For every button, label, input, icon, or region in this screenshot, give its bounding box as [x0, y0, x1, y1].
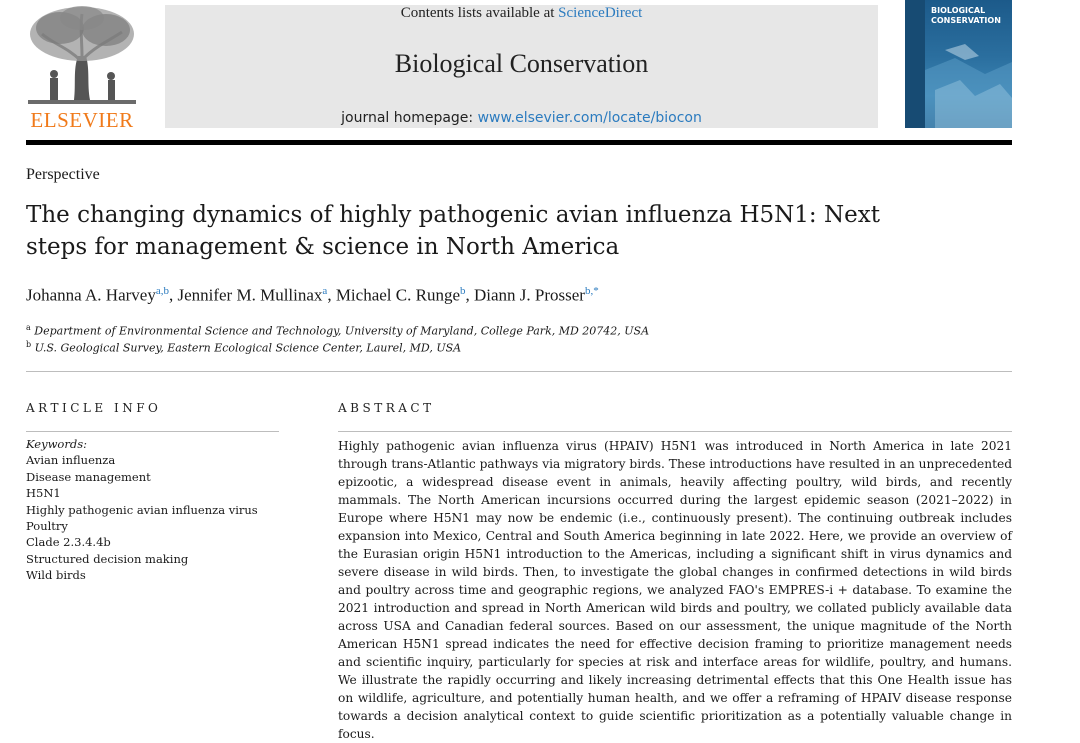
sciencedirect-link[interactable]: ScienceDirect — [558, 5, 643, 21]
article-title: The changing dynamics of highly pathogenic avian influenza H5N1: Next steps for management & science in North America — [26, 202, 880, 260]
author-list: Johanna A. Harvey$^{a,b}$, Jennifer M. Mullinax$^a$, Michael C. Runge$^b$, Diann J. Prosser$^{b,*}$ — [26, 285, 599, 305]
elsevier-logo[interactable] — [24, 4, 140, 130]
keyword-item: Disease management — [26, 469, 151, 484]
header-divider — [26, 140, 1012, 145]
keyword-item: Highly pathogenic avian influenza virus — [26, 502, 258, 517]
article-info-heading: ARTICLE INFO — [26, 401, 162, 415]
journal-cover[interactable] — [905, 0, 1012, 128]
keywords-block — [26, 436, 286, 584]
journal-banner — [165, 5, 878, 128]
article-type: Perspective — [26, 166, 100, 183]
keyword-item: Clade 2.3.4.4b — [26, 535, 111, 550]
affiliation: $^b$ U.S. Geological Survey, Eastern Ecological Science Center, Laurel, MD, USA — [26, 340, 462, 355]
journal-title: Biological Conservation — [394, 49, 649, 78]
author-affiliation-mark[interactable]: b — [459, 285, 466, 297]
author-name[interactable]: Jennifer M. Mullinax — [177, 285, 323, 305]
keyword-item: Avian influenza — [26, 453, 116, 468]
article-info-divider — [26, 431, 279, 432]
abstract-heading: ABSTRACT — [338, 401, 435, 415]
homepage-line: journal homepage: www.elsevier.com/locate/biocon — [341, 110, 702, 126]
elsevier-tree-icon — [24, 4, 140, 108]
author-name[interactable]: Michael C. Runge — [335, 285, 460, 305]
author-affiliation-mark[interactable]: b,* — [584, 285, 599, 297]
keywords-label: Keywords: — [26, 437, 87, 451]
keyword-item: H5N1 — [26, 486, 61, 501]
abstract-divider — [338, 431, 1012, 432]
author-name[interactable]: Johanna A. Harvey — [26, 285, 156, 305]
abstract-text: Highly pathogenic avian influenza virus (HPAIV) H5N1 was introduced in North America in late 2021 through trans-Atlantic pathways via migratory birds. These introductions have resulted in an unprecedented epizootic, a widespread disease event in animals, heavily affecting poultry, wild birds, and recently mammals. The North American incursions occurred during the largest epidemic season (2021–2022) in Europe where H5N1 may now be endemic (i.e., continuously present). The continuing outbreak includes expansion into Mexico, Central and South America beginning in late 2022. Here, we provide an overview of the Eurasian origin H5N1 introduction to the Americas, including a significant shift in virus dynamics and severe disease in wild birds. Then, to investigate the global changes in confirmed detections in wild birds and poultry across time and geographic regions, we analyzed FAO's EMPRES-i + database. To examine the 2021 introduction and spread in North American wild birds and poultry, we collated publicly available data across USA and Canadian federal sources. Based on our assessment, the unique magnitude of the North American H5N1 spread indicates the need for effective decision framing to prioritize management needs and scientific inquiry, particularly for species at risk and interface areas for wildlife, poultry, and humans. We illustrate the rapidly occurring and likely increasing detrimental effects that this One Health issue has on wildlife, agriculture, and potentially human health, and we offer a reframing of HPAIV disease response towards a decision analytical context to guide scientific prioritization as a potentially valuable change in focus. — [338, 439, 1012, 741]
contents-line: Contents lists available at ScienceDirect — [400, 5, 643, 21]
cover-title: BIOLOGICAL CONSERVATION — [931, 6, 1001, 25]
affiliation: $^a$ Department of Environmental Science and Technology, University of Maryland, College Park, MD 20742, USA — [26, 323, 650, 338]
author-name[interactable]: Diann J. Prosser — [473, 285, 585, 305]
elsevier-wordmark: ELSEVIER — [30, 108, 134, 132]
author-affiliation-mark[interactable]: a,b — [155, 285, 169, 297]
meta-divider — [26, 371, 1012, 372]
keyword-item: Wild birds — [26, 568, 86, 583]
journal-homepage-link[interactable]: www.elsevier.com/locate/biocon — [477, 110, 702, 126]
keyword-item: Structured decision making — [26, 551, 189, 566]
author-affiliation-mark[interactable]: a — [322, 285, 328, 297]
keyword-item: Poultry — [26, 519, 68, 534]
